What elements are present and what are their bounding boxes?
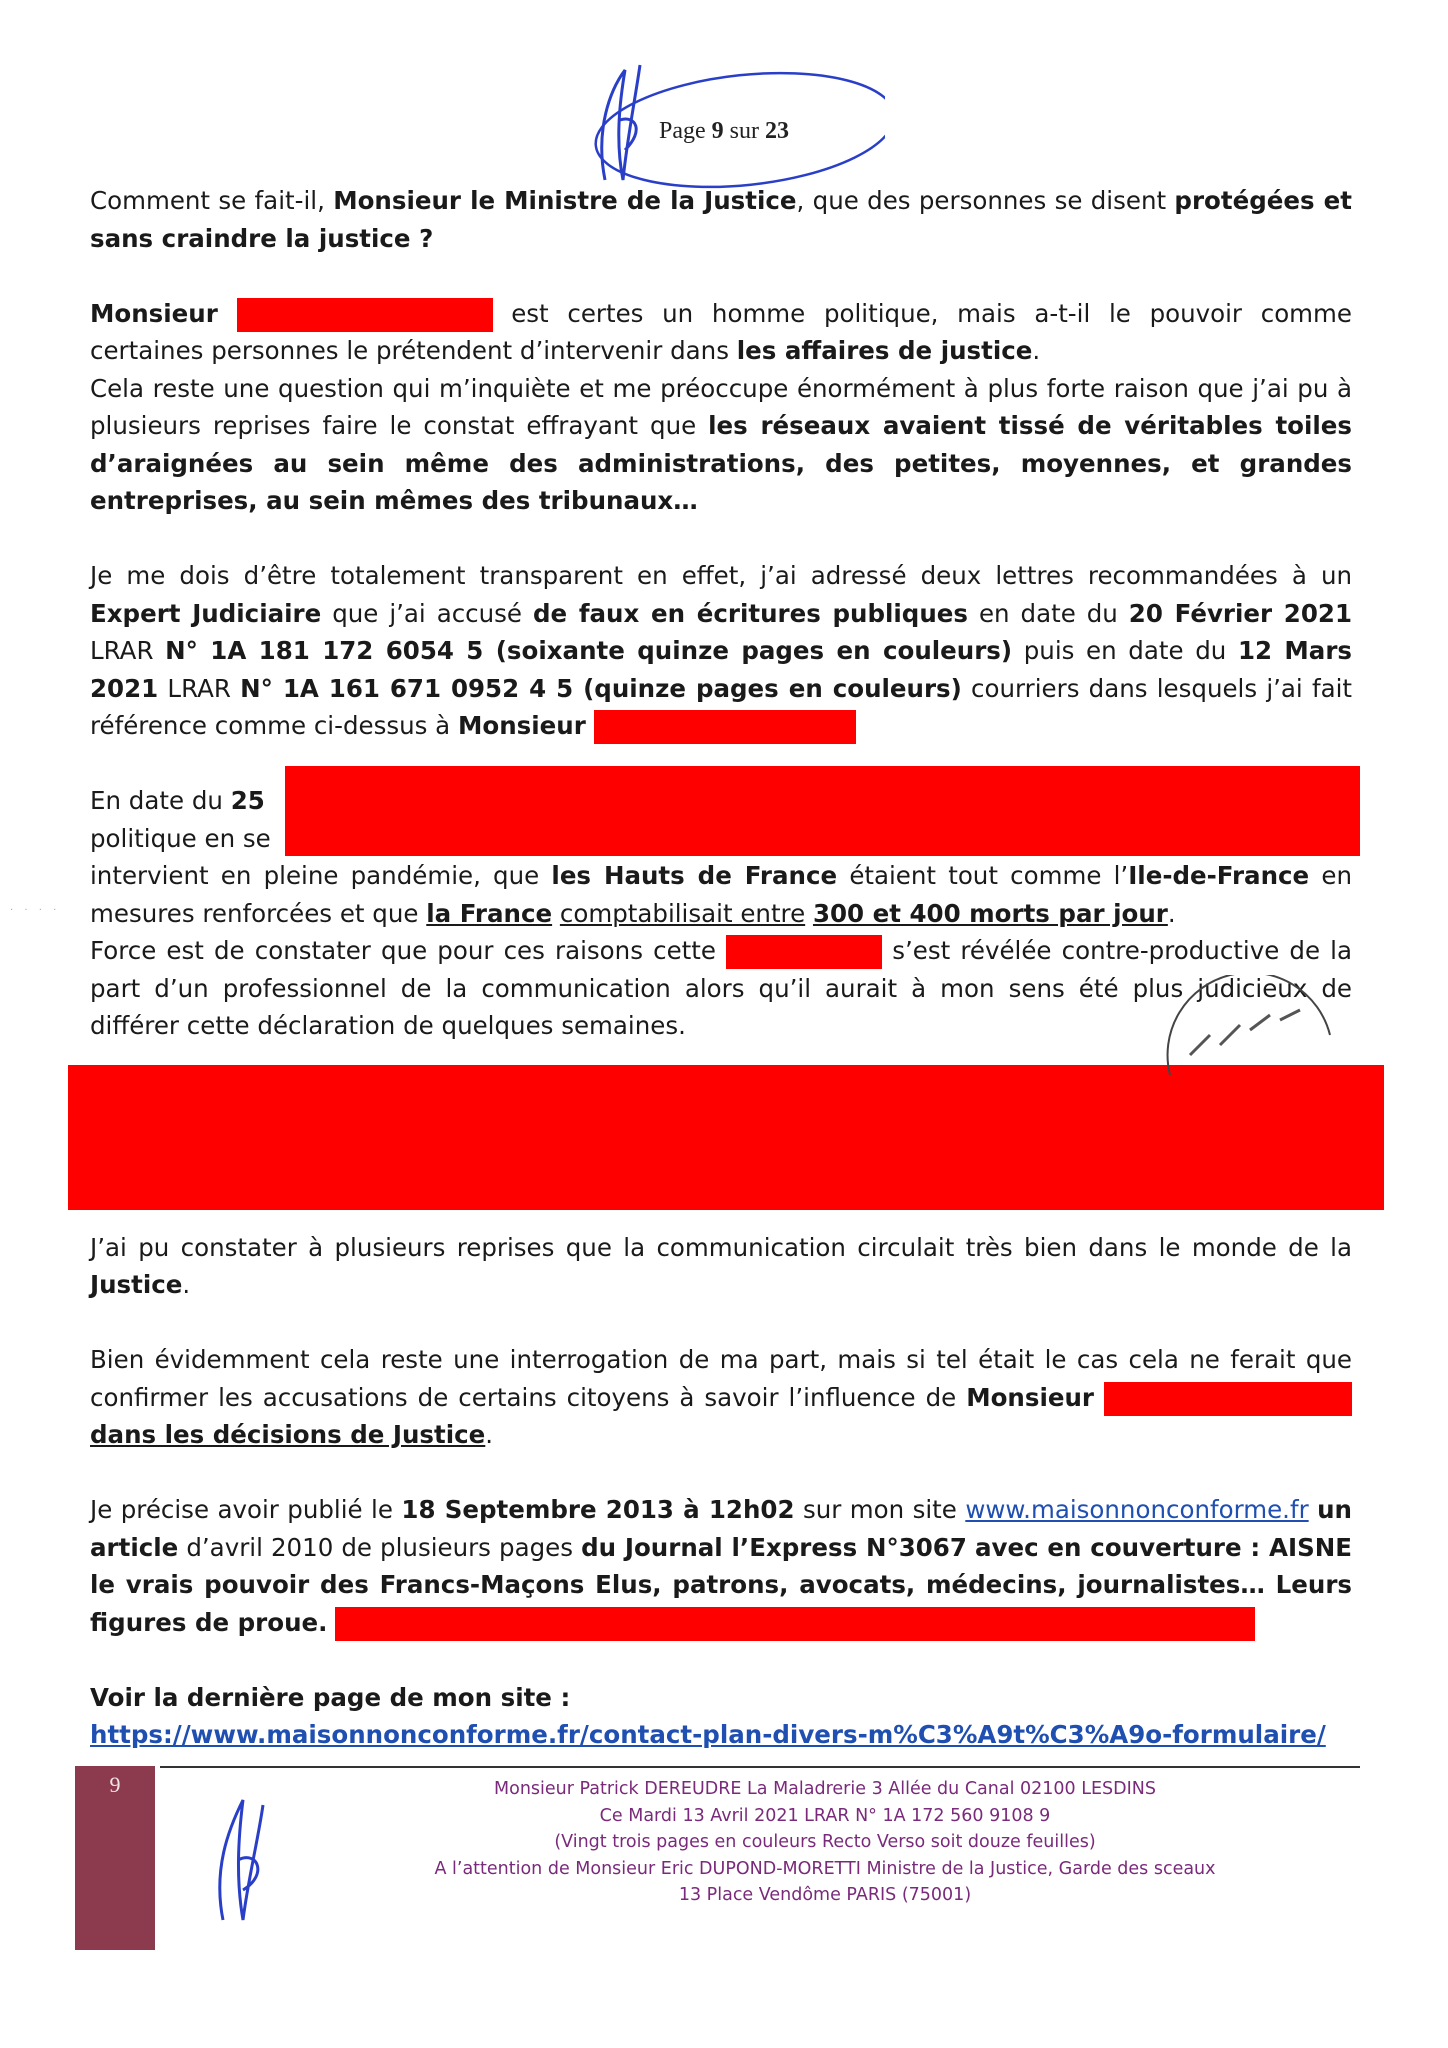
- bold-text: Ile-de-France: [1128, 861, 1310, 890]
- paragraph-2: [90, 295, 1352, 370]
- text: , que des personnes se disent: [796, 186, 1167, 215]
- bold-text: les Hauts de France: [551, 861, 838, 890]
- bold-text: du Journal l’Express N°3067: [581, 1532, 967, 1562]
- paragraph-1: [90, 182, 1352, 257]
- text: que j’ai accusé: [332, 598, 523, 628]
- text: en mesures renforcées et que: [90, 861, 1352, 928]
- text: sur mon site: [802, 1495, 957, 1524]
- official-stamp-icon: [1150, 975, 1350, 1085]
- underlined-bold-text: dans les décisions de Justice: [90, 1420, 486, 1449]
- redaction-block-paragraph: [285, 766, 1360, 856]
- text: En date du: [90, 786, 223, 815]
- text: .: [1167, 898, 1176, 928]
- paragraph-3: [90, 557, 1352, 745]
- site-link[interactable]: www.maisonnonconforme.fr: [965, 1495, 1309, 1524]
- bold-text: Expert Judiciaire: [90, 598, 322, 628]
- contact-page-link[interactable]: https://www.maisonnonconforme.fr/contact-plan-divers-m%C3%A9t%C3%A9o-formulaire/: [90, 1720, 1326, 1749]
- bold-text: les réseaux avaient tissé de véritables toiles d’araignées au sein même des administrations, des petites, moyennes, et grandes entreprises, au sein mêmes des tribunaux…: [90, 411, 1352, 515]
- footer-page-number: 9: [109, 1772, 121, 1797]
- sur-word: sur: [729, 118, 759, 144]
- page-total: 23: [765, 118, 789, 144]
- footer-divider: [160, 1766, 1360, 1768]
- bold-text: un article: [90, 1495, 1352, 1562]
- bold-text: 20 Février 2021: [1128, 598, 1352, 628]
- text: s’est révélée contre-productive de la part d’un professionnel de la communication alors qu’il aurait à mon sens été plus judicieux de différer cette déclaration de quelques semaines.: [90, 936, 1352, 1040]
- text: est certes un homme politique, mais a-t-il le pouvoir comme certaines personnes le prétendent d’intervenir dans: [90, 298, 1352, 365]
- footer-line-3: (Vingt trois pages en couleurs Recto Verso soit douze feuilles): [554, 1832, 1096, 1852]
- text: en date du: [978, 598, 1118, 628]
- paragraph-5: [90, 1229, 1352, 1304]
- text: Je précise avoir publié le: [90, 1495, 393, 1524]
- paragraph-6: [90, 1341, 1352, 1454]
- signature-scribble-bottom: [208, 1790, 288, 1930]
- text: Cela reste une question qui m’inquiète et me préoccupe énormément à plus forte raison que j’ai pu à plusieurs reprises faire le constat effrayant que: [90, 373, 1352, 440]
- bold-text: Monsieur: [966, 1382, 1094, 1412]
- bold-text: Monsieur le Ministre de la Justice: [333, 186, 797, 215]
- footer-address-block: [300, 1776, 1350, 1909]
- paragraph-2b: [90, 370, 1352, 520]
- bold-text: avec en couverture : AISNE le vrais pouvoir des Francs-Maçons Elus, patrons, avocats, médecins, journalistes… Leurs figures de proue.: [90, 1532, 1352, 1637]
- footer-line-1: Monsieur Patrick DEREUDRE La Maladrerie 3 Allée du Canal 02100 LESDINS: [494, 1779, 1156, 1799]
- bold-text: 12 Mars 2021: [90, 636, 1352, 703]
- footer-line-5: 13 Place Vendôme PARIS (75001): [678, 1885, 972, 1905]
- bold-text: protégées et sans craindre la justice ?: [90, 186, 1352, 253]
- redaction-box: [726, 935, 882, 969]
- redaction-box: [237, 298, 493, 332]
- underlined-text: comptabilisait entre: [559, 898, 806, 928]
- text: politique en se: [90, 823, 271, 853]
- bold-text: Voir la dernière page de mon site :: [90, 1682, 571, 1712]
- bold-text: 18 Septembre 2013 à 12h02: [401, 1495, 795, 1524]
- paragraph-8: [90, 1679, 1352, 1754]
- text: d’avril 2010 de plusieurs pages: [186, 1532, 573, 1562]
- letter-body: [90, 182, 1352, 1754]
- redaction-box: [1104, 1382, 1352, 1416]
- paragraph-7: [90, 1491, 1352, 1641]
- text: Bien évidemment cela reste une interrogation de ma part, mais si tel était le cas cela ne ferait que confirmer les accusations de certains citoyens à savoir l’influence de: [90, 1345, 1352, 1412]
- text: Comment se fait-il,: [90, 186, 325, 215]
- footer-line-2: Ce Mardi 13 Avril 2021 LRAR N° 1A 172 560 9108 9: [599, 1805, 1051, 1826]
- page-number: 9: [711, 118, 724, 144]
- text: .: [182, 1270, 191, 1299]
- text: J’ai pu constater à plusieurs reprises que la communication circulait très bien dans le monde de la: [90, 1232, 1352, 1262]
- redaction-box: [594, 710, 856, 744]
- underlined-bold-text: la France: [426, 898, 553, 928]
- text: intervient en pleine pandémie, que: [90, 861, 540, 890]
- text: .: [485, 1420, 494, 1449]
- footer-line-4: A l’attention de Monsieur Eric DUPOND-MORETTI Ministre de la Justice, Garde des sceaux: [434, 1858, 1216, 1879]
- scan-artifact: · · · ·: [10, 905, 61, 916]
- text: Force est de constater que pour ces raisons cette: [90, 936, 716, 965]
- page-header: [0, 118, 1448, 145]
- bold-text: Monsieur: [90, 298, 218, 328]
- text: LRAR: [167, 673, 231, 703]
- text: courriers dans lesquels j’ai fait référence comme ci-dessus à: [90, 673, 1352, 740]
- bold-text: 25: [230, 786, 265, 815]
- text: puis en date du: [1023, 636, 1227, 665]
- paragraph-4b: [90, 857, 1352, 932]
- redaction-block-large: [68, 1065, 1384, 1210]
- redaction-box: [335, 1607, 1255, 1641]
- bold-text: N° 1A 181 172 6054 5 (soixante quinze pages en couleurs): [165, 636, 1013, 665]
- underlined-bold-text: 300 et 400 morts par jour: [812, 898, 1168, 928]
- text: Je me dois d’être totalement transparent en effet, j’ai adressé deux lettres recommandées à un: [90, 561, 1352, 590]
- text: LRAR: [90, 636, 154, 665]
- bold-text: les affaires de justice: [736, 336, 1033, 365]
- bold-text: de faux en écritures publiques: [532, 598, 968, 628]
- page-word: Page: [659, 118, 706, 144]
- text: .: [1032, 336, 1041, 365]
- bold-text: Justice: [90, 1270, 183, 1299]
- bold-text: N° 1A 161 671 0952 4 5 (quinze pages en couleurs): [240, 673, 962, 703]
- bold-text: Monsieur: [458, 711, 586, 740]
- text: étaient tout comme l’: [849, 861, 1129, 890]
